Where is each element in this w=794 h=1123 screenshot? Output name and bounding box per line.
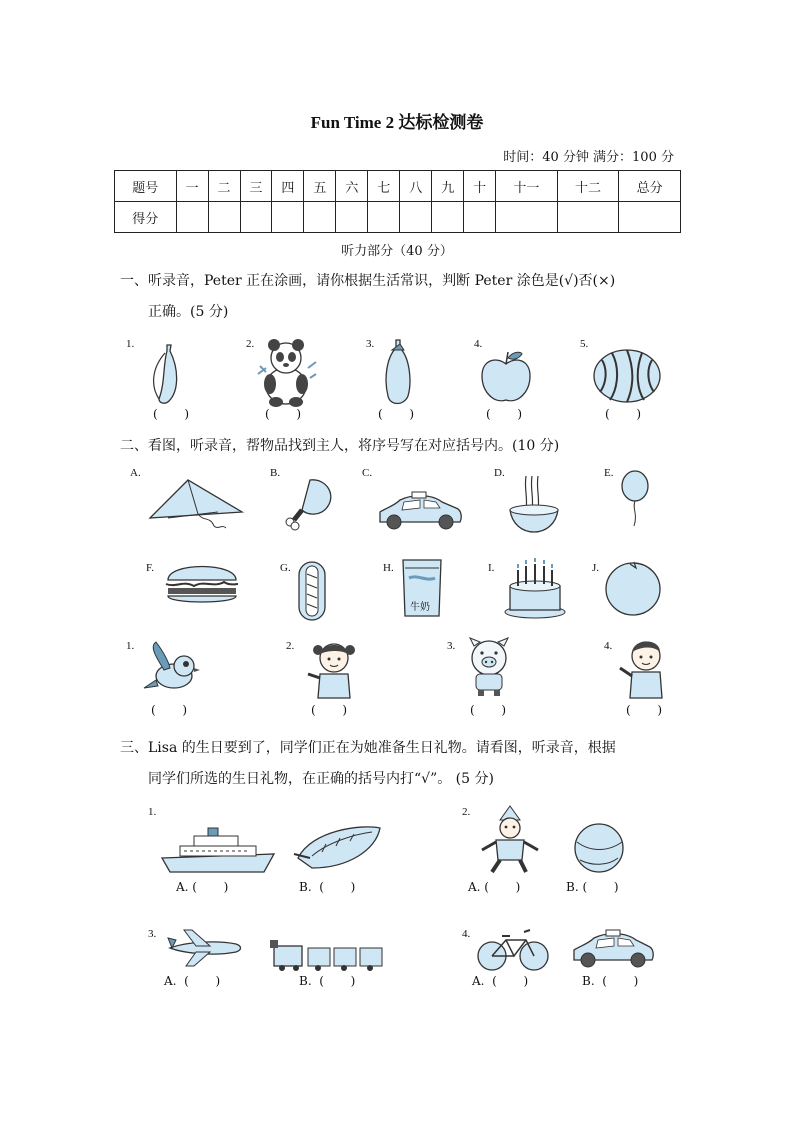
- score-input-cell[interactable]: [619, 202, 681, 233]
- taxi-icon: [376, 490, 464, 532]
- taxi-icon: [570, 930, 656, 970]
- q2-item-label: F.: [146, 562, 154, 574]
- q3-option-letter: B.: [299, 880, 312, 894]
- score-input-cell[interactable]: [240, 202, 272, 233]
- listening-section-label: 听力部分（40 分）: [341, 244, 453, 259]
- apple-icon: [478, 350, 534, 406]
- q2-item-label: A.: [130, 467, 141, 479]
- score-input-cell[interactable]: [208, 202, 240, 233]
- chicken-leg-icon: [282, 476, 338, 532]
- q3-option-letter: B.: [582, 974, 595, 988]
- q3-option-b[interactable]: B. ( ): [299, 974, 356, 988]
- q3-option-b[interactable]: B. ( ): [299, 880, 356, 894]
- train-icon: [268, 938, 392, 972]
- score-table: [114, 170, 681, 233]
- q2-item-label: E.: [604, 467, 614, 479]
- q3-group-number: 1.: [148, 806, 157, 818]
- score-header-cell: 题号: [115, 171, 177, 202]
- birthday-cake-icon: [504, 560, 566, 620]
- q3-option-a[interactable]: A. ( ): [468, 880, 521, 894]
- q3-group-number: 3.: [148, 928, 157, 940]
- ball-icon: [572, 822, 626, 874]
- score-input-cell[interactable]: [176, 202, 208, 233]
- score-header-cell: 十一: [496, 171, 558, 202]
- q1-item-number: 3.: [366, 338, 375, 350]
- q3-option-a[interactable]: A. ( ): [472, 974, 529, 988]
- bird-icon: [140, 640, 204, 696]
- boy-icon: [614, 638, 668, 700]
- milk-bag-label: 牛奶: [410, 602, 430, 613]
- page-title: Fun Time 2 达标检测卷: [310, 113, 484, 132]
- pig-icon: [464, 638, 514, 698]
- q3-option-b[interactable]: B. ( ): [582, 974, 639, 988]
- score-row-label: 得分: [115, 202, 177, 233]
- q3-option-letter: A.: [164, 974, 177, 988]
- eggplant-icon: [380, 338, 416, 406]
- score-table-score-row: [115, 202, 681, 233]
- answer-bracket[interactable]: ( ): [265, 407, 302, 421]
- q2-owner-number: 3.: [447, 640, 456, 652]
- score-table-header-row: [115, 171, 681, 202]
- q2-item-label: D.: [494, 467, 505, 479]
- score-input-cell[interactable]: [304, 202, 336, 233]
- answer-bracket[interactable]: ( ): [605, 407, 642, 421]
- score-header-cell: 一: [176, 171, 208, 202]
- answer-bracket[interactable]: ( ): [470, 703, 507, 717]
- score-header-cell: 十: [464, 171, 496, 202]
- score-input-cell[interactable]: [336, 202, 368, 233]
- q1-instruction-line2: 正确。(5 分): [148, 304, 229, 320]
- q2-item-label: H.: [383, 562, 394, 574]
- score-input-cell[interactable]: [496, 202, 558, 233]
- q2-item-label: G.: [280, 562, 291, 574]
- bike-icon: [476, 926, 550, 972]
- score-input-cell[interactable]: [464, 202, 496, 233]
- q3-option-letter: A.: [468, 880, 481, 894]
- score-header-cell: 八: [400, 171, 432, 202]
- q2-item-label: J.: [592, 562, 600, 574]
- q3-option-letter: A.: [472, 974, 485, 988]
- q3-group-number: 4.: [462, 928, 471, 940]
- q2-owner-number: 4.: [604, 640, 613, 652]
- q2-item-label: B.: [270, 467, 281, 479]
- score-header-cell: 六: [336, 171, 368, 202]
- answer-bracket[interactable]: ( ): [378, 407, 415, 421]
- score-header-cell: 二: [208, 171, 240, 202]
- q3-option-letter: A.: [176, 880, 189, 894]
- watermelon-icon: [592, 348, 662, 404]
- hamburger-icon: [164, 558, 240, 608]
- q3-option-letter: B.: [299, 974, 312, 988]
- boat-icon: [292, 824, 384, 870]
- q1-item-number: 1.: [126, 338, 135, 350]
- q2-owner-number: 1.: [126, 640, 135, 652]
- banana-icon: [145, 343, 185, 405]
- answer-bracket[interactable]: ( ): [486, 407, 523, 421]
- answer-bracket[interactable]: ( ): [311, 703, 348, 717]
- hot-dog-icon: [295, 560, 329, 622]
- balloon-icon: [620, 470, 650, 528]
- score-input-cell[interactable]: [432, 202, 464, 233]
- ship-icon: [160, 828, 276, 874]
- score-input-cell[interactable]: [272, 202, 304, 233]
- q3-option-b[interactable]: B. ( ): [566, 880, 619, 894]
- q3-group-number: 2.: [462, 806, 471, 818]
- q3-option-letter: B.: [566, 880, 579, 894]
- girl-icon: [304, 640, 356, 700]
- clown-doll-icon: [478, 806, 542, 876]
- plane-icon: [166, 928, 242, 968]
- score-input-cell[interactable]: [400, 202, 432, 233]
- score-header-cell: 五: [304, 171, 336, 202]
- q2-instruction: 二、看图，听录音，帮物品找到主人，将序号写在对应括号内。(10 分): [120, 438, 560, 454]
- score-header-cell: 十二: [557, 171, 619, 202]
- answer-bracket[interactable]: ( ): [151, 703, 188, 717]
- score-input-cell[interactable]: [368, 202, 400, 233]
- answer-bracket[interactable]: ( ): [626, 703, 663, 717]
- score-header-cell: 七: [368, 171, 400, 202]
- kite-icon: [148, 478, 244, 532]
- score-header-cell: 四: [272, 171, 304, 202]
- q1-item-number: 4.: [474, 338, 483, 350]
- q3-option-a[interactable]: A. ( ): [176, 880, 229, 894]
- q2-item-label: C.: [362, 467, 373, 479]
- orange-icon: [604, 560, 662, 616]
- q2-owner-number: 2.: [286, 640, 295, 652]
- score-input-cell[interactable]: [557, 202, 619, 233]
- q2-item-label: I.: [488, 562, 495, 574]
- q3-instruction-line2: 同学们所选的生日礼物，在正确的括号内打“√”。 (5 分): [148, 771, 494, 787]
- q1-item-number: 5.: [580, 338, 589, 350]
- score-header-cell: 三: [240, 171, 272, 202]
- noodles-icon: [508, 474, 560, 534]
- q1-instruction-line1: 一、听录音，Peter 正在涂画，请你根据生活常识，判断 Peter 涂色是(√)否(×): [120, 273, 616, 289]
- panda-icon: [256, 338, 316, 408]
- score-header-cell: 九: [432, 171, 464, 202]
- q3-option-a[interactable]: A. ( ): [164, 974, 221, 988]
- q3-instruction-line1: 三、Lisa 的生日要到了，同学们正在为她准备生日礼物。请看图，听录音，根据: [120, 740, 616, 756]
- q1-item-number: 2.: [246, 338, 255, 350]
- score-header-cell: 总分: [619, 171, 681, 202]
- answer-bracket[interactable]: ( ): [153, 407, 190, 421]
- time-score-info: 时间：40 分钟 满分：100 分: [503, 150, 674, 165]
